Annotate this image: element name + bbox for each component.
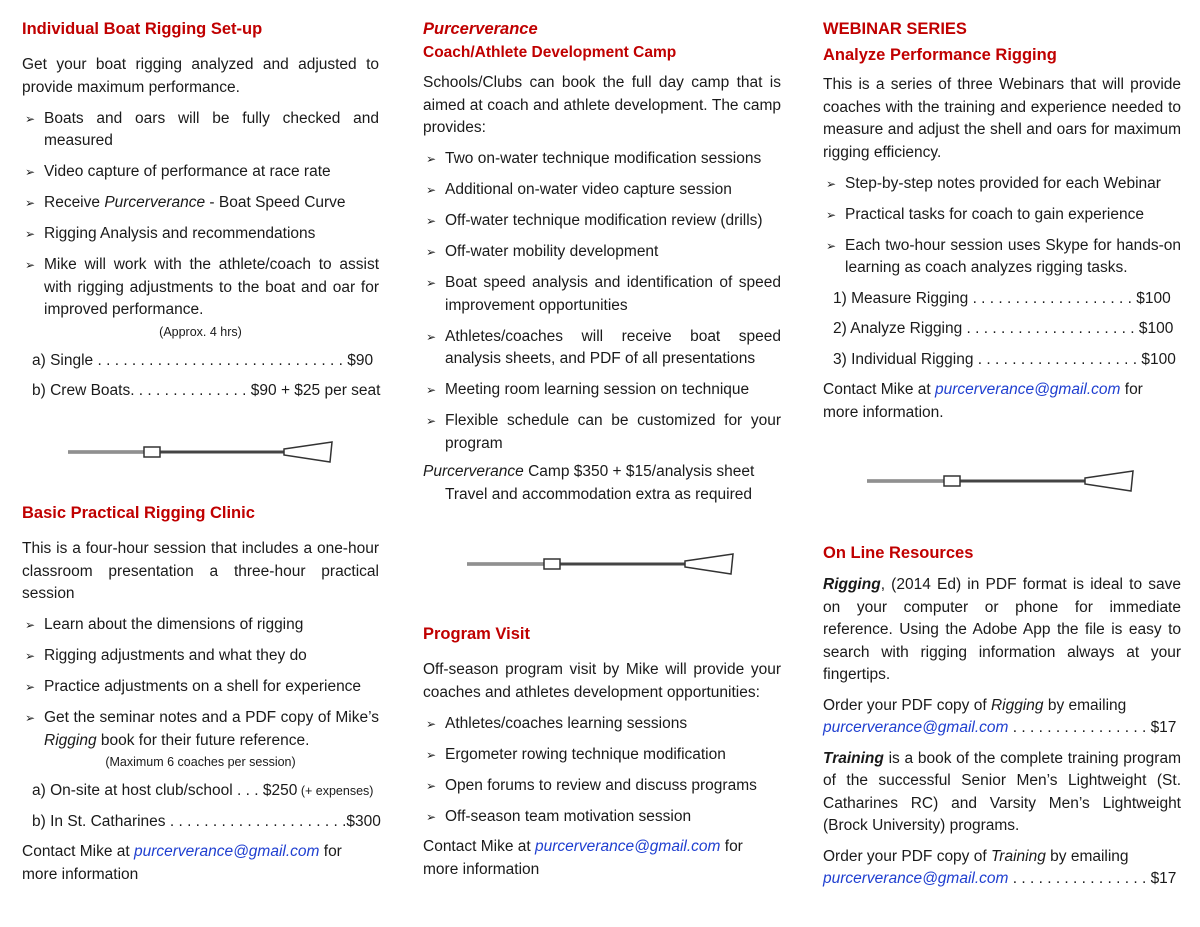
list-individual-rigging [22, 108, 379, 322]
arrow-bullet-icon: ➢ [426, 152, 437, 166]
intro-practical-clinic: This is a four-hour session that includes a one-hour classroom presentation a three-hour practical session [22, 540, 379, 602]
list-webinar [823, 173, 1181, 280]
arrow-bullet-icon: ➢ [25, 258, 36, 272]
list-item: ➢ Rigging adjustments and what they do [22, 645, 379, 668]
max-coaches-note: (Maximum 6 coaches per session) [105, 755, 296, 769]
camp-price: Purcerverance Camp $350 + $15/analysis sheet [423, 463, 755, 480]
list-item: ➢ Rigging Analysis and recommendations [22, 223, 379, 246]
list-program-visit [423, 713, 781, 829]
list-item: ➢ Learn about the dimensions of rigging [22, 614, 379, 637]
column-boat-rigging [22, 18, 381, 883]
email-link[interactable]: purcerverance@gmail.com [823, 870, 1009, 887]
intro-individual-rigging: Get your boat rigging analyzed and adjusted to provide maximum performance. [22, 56, 379, 96]
list-item: ➢ Off-season team motivation session [423, 806, 781, 829]
heading-development-camp: Coach/Athlete Development Camp [423, 44, 677, 61]
arrow-bullet-icon: ➢ [25, 649, 36, 663]
arrow-bullet-icon: ➢ [426, 747, 437, 762]
oar-icon [467, 551, 735, 577]
heading-webinar: Analyze Performance Rigging [823, 46, 1057, 64]
oar-icon [68, 439, 334, 465]
arrow-bullet-icon: ➢ [25, 227, 36, 241]
arrow-bullet-icon: ➢ [826, 176, 837, 191]
arrow-bullet-icon: ➢ [426, 245, 437, 259]
list-development-camp [423, 148, 781, 455]
price-onsite: a) On-site at host club/school . . . $250 (+ expenses) [32, 782, 374, 799]
price-single: a) Single . . . . . . . . . . . . . . . . . . . . . . . . . . . . . $90 [32, 351, 374, 369]
contact-line: Contact Mike at purcerverance@gmail.com for more information [22, 843, 342, 883]
arrow-bullet-icon: ➢ [25, 165, 36, 179]
list-item: ➢ Additional on-water video capture session [423, 179, 781, 202]
email-link[interactable]: purcerverance@gmail.com [134, 843, 320, 860]
heading-online-resources: On Line Resources [823, 544, 974, 562]
list-item: ➢ Video capture of performance at race rate [22, 161, 379, 184]
series-label: WEBINAR SERIES [823, 20, 967, 38]
oar-icon [867, 468, 1135, 494]
arrow-bullet-icon: ➢ [426, 414, 437, 428]
arrow-bullet-icon: ➢ [426, 214, 437, 228]
price-crew: b) Crew Boats. . . . . . . . . . . . . . $90 + $25 per seat [32, 382, 381, 399]
arrow-bullet-icon: ➢ [426, 778, 437, 793]
order-training: Order your PDF copy of Training by emailing [823, 847, 1129, 865]
list-practical-clinic [22, 614, 379, 752]
list-item: ➢ Practical tasks for coach to gain experience [823, 204, 1181, 227]
column-webinar-series [823, 18, 1181, 887]
email-link[interactable]: purcerverance@gmail.com [823, 719, 1009, 736]
contact-line: Contact Mike at purcerverance@gmail.com for more information. [823, 381, 1143, 421]
list-item: ➢ Meeting room learning session on technique [423, 379, 781, 402]
resource-rigging: Rigging, (2014 Ed) in PDF format is ideal to save on your computer or phone for immediate reference. Using the Adobe App the file is easy to search with rigging information always at your fingertips. [823, 576, 1181, 683]
list-item: ➢ Two on-water technique modification sessions [423, 148, 781, 171]
arrow-bullet-icon: ➢ [426, 809, 437, 824]
email-link[interactable]: purcerverance@gmail.com [935, 381, 1121, 398]
arrow-bullet-icon: ➢ [25, 111, 36, 126]
list-item: ➢ Ergometer rowing technique modification [423, 744, 781, 767]
webinar-item-analyze: 2) Analyze Rigging . . . . . . . . . . . . . . . . . . . . $100 [833, 320, 1174, 337]
resource-training: Training is a book of the complete training program of the successful Senior Men’s Lightweight (St. Catharines RC) and Varsity Men’s Lightweight (Brock University) programs. [823, 749, 1181, 834]
heading-practical-clinic: Basic Practical Rigging Clinic [22, 504, 255, 522]
arrow-bullet-icon: ➢ [426, 183, 437, 197]
column-development-camp [423, 18, 781, 878]
list-item: ➢ Open forums to review and discuss programs [423, 775, 781, 798]
list-item: ➢ Get the seminar notes and a PDF copy of Mike’s Rigging book for their future reference. [25, 709, 379, 749]
webinar-item-individual: 3) Individual Rigging . . . . . . . . . . . . . . . . . . . $100 [833, 350, 1176, 368]
arrow-bullet-icon: ➢ [426, 383, 437, 397]
order-training-email: purcerverance@gmail.com . . . . . . . . . . . . . . . . $17 [823, 870, 1177, 887]
contact-line: Contact Mike at purcerverance@gmail.com for more information [423, 838, 743, 878]
brand-name: Purcerverance [423, 20, 538, 38]
webinar-item-measure: 1) Measure Rigging . . . . . . . . . . . . . . . . . . . $100 [833, 289, 1171, 307]
duration-note: (Approx. 4 hrs) [159, 324, 242, 339]
intro-program-visit: Off-season program visit by Mike will provide your coaches and athletes development opportunities: [423, 661, 781, 701]
arrow-bullet-icon: ➢ [826, 207, 837, 222]
list-item: ➢ Boats and oars will be fully checked and measured [25, 109, 379, 149]
list-item: ➢ Boat speed analysis and identification of speed improvement opportunities [426, 274, 781, 314]
order-rigging-email: purcerverance@gmail.com . . . . . . . . . . . . . . . . $17 [823, 719, 1177, 736]
intro-development-camp: Schools/Clubs can book the full day camp that is aimed at coach and athlete development. The camp provides: [423, 74, 781, 136]
price-st-catharines: b) In St. Catharines . . . . . . . . . . . . . . . . . . . . .$300 [32, 812, 381, 830]
email-link[interactable]: purcerverance@gmail.com [535, 838, 721, 855]
list-item: ➢ Step-by-step notes provided for each Webinar [823, 173, 1181, 196]
arrow-bullet-icon: ➢ [25, 196, 36, 210]
arrow-bullet-icon: ➢ [25, 711, 36, 725]
list-item: ➢ Off-water technique modification review (drills) [423, 210, 781, 233]
arrow-bullet-icon: ➢ [426, 276, 437, 290]
arrow-bullet-icon: ➢ [826, 238, 837, 253]
list-item: ➢ Each two-hour session uses Skype for hands-on learning as coach analyzes rigging tasks. [826, 236, 1181, 276]
camp-extra: Travel and accommodation extra as required [445, 485, 752, 503]
arrow-bullet-icon: ➢ [426, 716, 437, 731]
arrow-bullet-icon: ➢ [426, 329, 437, 344]
intro-webinar: This is a series of three Webinars that will provide coaches with the training and experience needed to measure and adjust the shell and oars for maximum rigging efficiency. [823, 76, 1181, 161]
list-item: ➢ Flexible schedule can be customized for your program [426, 412, 781, 452]
list-item: ➢ Mike will work with the athlete/coach to assist with rigging adjustments to the boat and oar for improved performance. [25, 256, 379, 318]
arrow-bullet-icon: ➢ [25, 618, 36, 632]
list-item: ➢ Off-water mobility development [423, 241, 781, 264]
heading-individual-rigging: Individual Boat Rigging Set-up [22, 20, 263, 38]
list-item: ➢ Receive Purcerverance - Boat Speed Curve [22, 192, 379, 215]
list-item: ➢ Athletes/coaches will receive boat speed analysis sheets, and PDF of all presentations [426, 327, 781, 367]
order-rigging: Order your PDF copy of Rigging by emailing [823, 696, 1127, 714]
arrow-bullet-icon: ➢ [25, 680, 36, 694]
list-item: ➢ Athletes/coaches learning sessions [423, 713, 781, 736]
heading-program-visit: Program Visit [423, 625, 530, 643]
list-item: ➢ Practice adjustments on a shell for experience [22, 676, 379, 699]
